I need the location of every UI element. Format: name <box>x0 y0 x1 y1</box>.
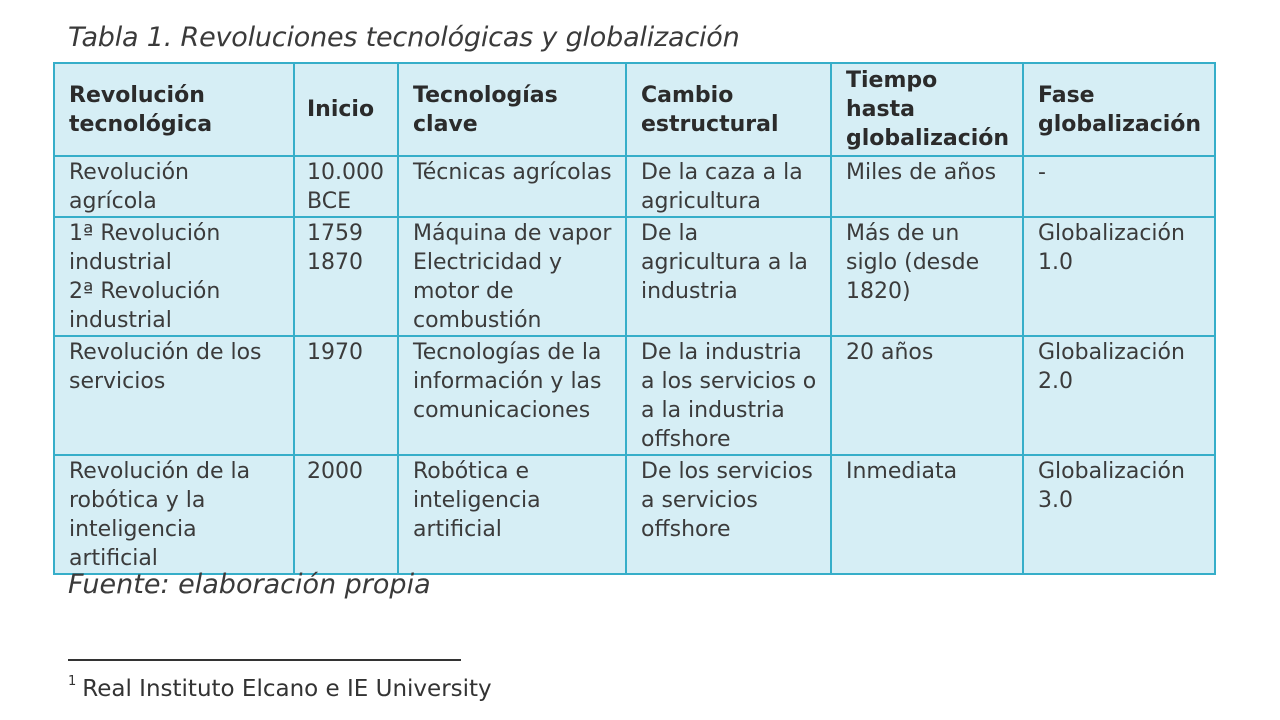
cell-fase: Globalización 3.0 <box>1023 455 1215 574</box>
cell-inicio: 1759 1870 <box>294 217 398 336</box>
header-inicio: Inicio <box>294 63 398 156</box>
footnote-text: Real Instituto Elcano e IE University <box>82 676 492 702</box>
cell-cambio: De la agricultura a la industria <box>626 217 831 336</box>
cell-revolucion: Revolución agrícola <box>54 156 294 217</box>
cell-tiempo: Miles de años <box>831 156 1023 217</box>
table-header-row <box>54 63 1215 156</box>
table-source: Fuente: elaboración propia <box>68 569 431 600</box>
footnote <box>68 676 492 702</box>
cell-tecnologias: Robótica e inteligencia artificial <box>398 455 626 574</box>
cell-inicio: 2000 <box>294 455 398 574</box>
cell-cambio: De la caza a la agricultura <box>626 156 831 217</box>
cell-tecnologias: Máquina de vapor Electricidad y motor de combustión <box>398 217 626 336</box>
cell-fase: Globalización 1.0 <box>1023 217 1215 336</box>
header-revolucion: Revolución tecnológica <box>54 63 294 156</box>
footnote-marker: 1 <box>68 674 77 689</box>
table-caption: Tabla 1. Revoluciones tecnológicas y globalización <box>68 22 740 53</box>
cell-fase: - <box>1023 156 1215 217</box>
cell-inicio: 1970 <box>294 336 398 455</box>
cell-fase: Globalización 2.0 <box>1023 336 1215 455</box>
cell-cambio: De los servicios a servicios offshore <box>626 455 831 574</box>
cell-cambio: De la industria a los servicios o a la industria offshore <box>626 336 831 455</box>
header-tiempo: Tiempo hasta globalización <box>831 63 1023 156</box>
header-cambio: Cambio estructural <box>626 63 831 156</box>
header-fase: Fase globalización <box>1023 63 1215 156</box>
cell-tiempo: Inmediata <box>831 455 1023 574</box>
cell-revolucion: Revolución de la robótica y la inteligencia artificial <box>54 455 294 574</box>
table-row <box>54 455 1215 574</box>
cell-tecnologias: Técnicas agrícolas <box>398 156 626 217</box>
cell-inicio: 10.000 BCE <box>294 156 398 217</box>
table-row <box>54 217 1215 336</box>
cell-revolucion: 1ª Revolución industrial 2ª Revolución industrial <box>54 217 294 336</box>
table-row <box>54 156 1215 217</box>
cell-revolucion: Revolución de los servicios <box>54 336 294 455</box>
header-tecnologias: Tecnologías clave <box>398 63 626 156</box>
revolutions-table <box>53 62 1216 575</box>
table-row <box>54 336 1215 455</box>
cell-tiempo: Más de un siglo (desde 1820) <box>831 217 1023 336</box>
cell-tecnologias: Tecnologías de la información y las comunicaciones <box>398 336 626 455</box>
footnote-divider <box>68 659 461 661</box>
cell-tiempo: 20 años <box>831 336 1023 455</box>
